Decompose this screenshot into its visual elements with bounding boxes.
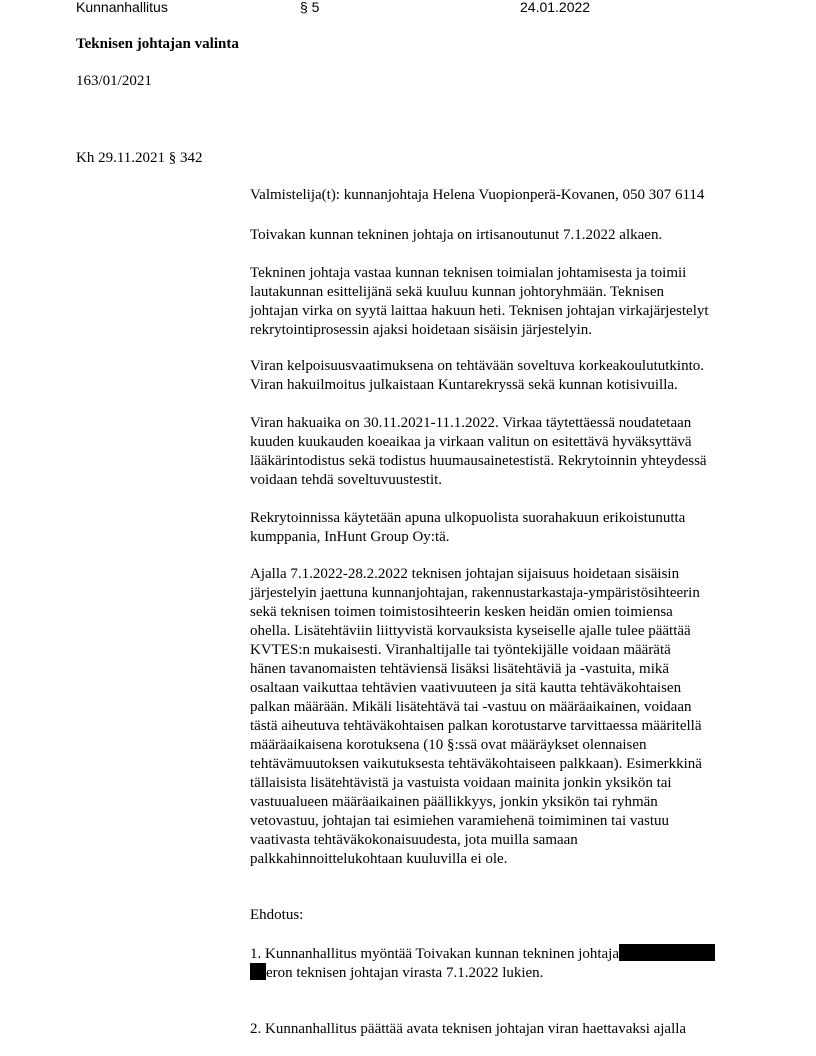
paragraph-line: sekä teknisen toimen toimistosihteerin kesken heidän omien toimiensa bbox=[250, 604, 673, 620]
preparer-line: Valmistelija(t): kunnanjohtaja Helena Vuopionperä-Kovanen, 050 307 6114 bbox=[250, 187, 705, 203]
paragraph-line: kuuden kuukauden koeaikaa ja virkaan valitun on esitettävä hyväksyttävä bbox=[250, 434, 692, 450]
proposal-item-2-text: 2. Kunnanhallitus päättää avata teknisen johtajan viran haettavaksi ajalla bbox=[250, 1021, 687, 1037]
proposal-item-1-text: 1. Kunnanhallitus myöntää Toivakan kunnan tekninen johtaja bbox=[250, 946, 620, 962]
paragraph-line: vaativasta tehtäväkokonaisuudesta, jota muilla samaan bbox=[250, 832, 578, 848]
paragraph-line: rekrytointiprosessin ajaksi hoidetaan sisäisin järjestelyin. bbox=[250, 322, 593, 338]
proposal-item-1 bbox=[250, 944, 770, 982]
paragraph-line: järjestelyin jaettuna kunnanjohtajan, rakennustarkastaja-ympäristösihteerin bbox=[250, 585, 700, 601]
proposal-item-1-text-cont: eron teknisen johtajan virasta 7.1.2022 lukien. bbox=[266, 965, 544, 981]
reference-number: 163/01/2021 bbox=[76, 73, 152, 89]
proposal-item-1-line-2 bbox=[250, 963, 770, 982]
redaction-block bbox=[619, 944, 715, 961]
paragraph bbox=[250, 264, 770, 340]
paragraph-line: Viran hakuilmoitus julkaistaan Kuntarekryssä sekä kunnan kotisivuilla. bbox=[250, 377, 678, 393]
paragraph-line: Tekninen johtaja vastaa kunnan teknisen toimialan johtamisesta ja toimii bbox=[250, 265, 687, 281]
paragraph-line: tällaisista lisätehtävistä ja vastuista voidaan mainita jonkin yksikön tai bbox=[250, 775, 672, 791]
proposal-heading-text: Ehdotus: bbox=[250, 907, 304, 923]
paragraph-line: tehtävämuutoksen vaikutuksesta tehtäväkohtaiseen palkkaan). Esimerkkinä bbox=[250, 756, 702, 772]
paragraph-line: kumppania, InHunt Group Oy:tä. bbox=[250, 529, 450, 545]
paragraph bbox=[250, 565, 770, 869]
document-title: Teknisen johtajan valinta bbox=[76, 36, 239, 52]
paragraph-line: Toivakan kunnan tekninen johtaja on irtisanoutunut 7.1.2022 alkaen. bbox=[250, 227, 663, 243]
paragraph-line: KVTES:n mukaisesti. Viranhaltijalle tai työntekijälle voidaan määrätä bbox=[250, 642, 671, 658]
paragraph bbox=[250, 509, 770, 547]
paragraph-line: määräaikaisena korotuksena (10 §:ssä ovat määräykset olennaisen bbox=[250, 737, 647, 753]
paragraph-line: osaltaan vaikuttaa tehtävien vaativuuteen ja sitä kautta tehtäväkohtaisen bbox=[250, 680, 682, 696]
paragraph-line: voidaan tehdä soveltuvuustestit. bbox=[250, 472, 443, 488]
paragraph bbox=[250, 357, 770, 395]
paragraph-line: lautakunnan esittelijänä sekä kuuluu kunnan johtoryhmään. Teknisen bbox=[250, 284, 664, 300]
paragraph-line: Rekrytoinnissa käytetään apuna ulkopuolista suorahakuun erikoistunutta bbox=[250, 510, 686, 526]
paragraph bbox=[250, 414, 770, 490]
paragraph-line: lääkärintodistus sekä todistus huumausainetestistä. Rekrytoinnin yhteydessä bbox=[250, 453, 707, 469]
paragraph bbox=[250, 226, 770, 245]
header-organ: Kunnanhallitus bbox=[76, 0, 168, 15]
paragraph-line: Viran hakuaika on 30.11.2021-11.1.2022. Virkaa täytettäessä noudatetaan bbox=[250, 415, 692, 431]
paragraph-line: ohella. Lisätehtäviin liittyvistä korvauksista kyseiselle ajalle tulee päättää bbox=[250, 623, 691, 639]
header-section: § 5 bbox=[300, 0, 320, 15]
paragraph-line: palkan määrään. Mikäli lisätehtävä tai -vastuu on määräaikainen, voidaan bbox=[250, 699, 692, 715]
proposal-item-2 bbox=[250, 1020, 770, 1039]
paragraph-line: vetovastuu, johtajan tai esimiehen varamiehenä toimiminen tai vastuu bbox=[250, 813, 670, 829]
paragraph-line: hänen tavanomaisten tehtäviensä lisäksi lisätehtäviä ja -vastuita, mikä bbox=[250, 661, 670, 677]
proposal-item-1-line-1 bbox=[250, 944, 770, 963]
paragraph-line: tästä aiheutuva tehtäväkohtaisen palkan korotustarve tarvittaessa määritellä bbox=[250, 718, 702, 734]
paragraph-line: Viran kelpoisuusvaatimuksena on tehtävään soveltuva korkeakoulututkinto. bbox=[250, 358, 704, 374]
paragraph-line: Ajalla 7.1.2022-28.2.2022 teknisen johtajan sijaisuus hoidetaan sisäisin bbox=[250, 566, 680, 582]
redaction-block bbox=[250, 963, 266, 980]
paragraph-line: johtajan virka on syytä laittaa hakuun heti. Teknisen johtajan virkajärjestelyt bbox=[250, 303, 709, 319]
paragraph-line: palkkahinnoittelukohtaan kuuluvilla ei ole. bbox=[250, 851, 508, 867]
paragraph-line: vastuualueen määräaikainen päällikkyys, jonkin yksikön tai ryhmän bbox=[250, 794, 658, 810]
header-date: 24.01.2022 bbox=[520, 0, 591, 15]
proposal-heading bbox=[250, 906, 770, 925]
previous-meeting-reference: Kh 29.11.2021 § 342 bbox=[76, 150, 203, 166]
